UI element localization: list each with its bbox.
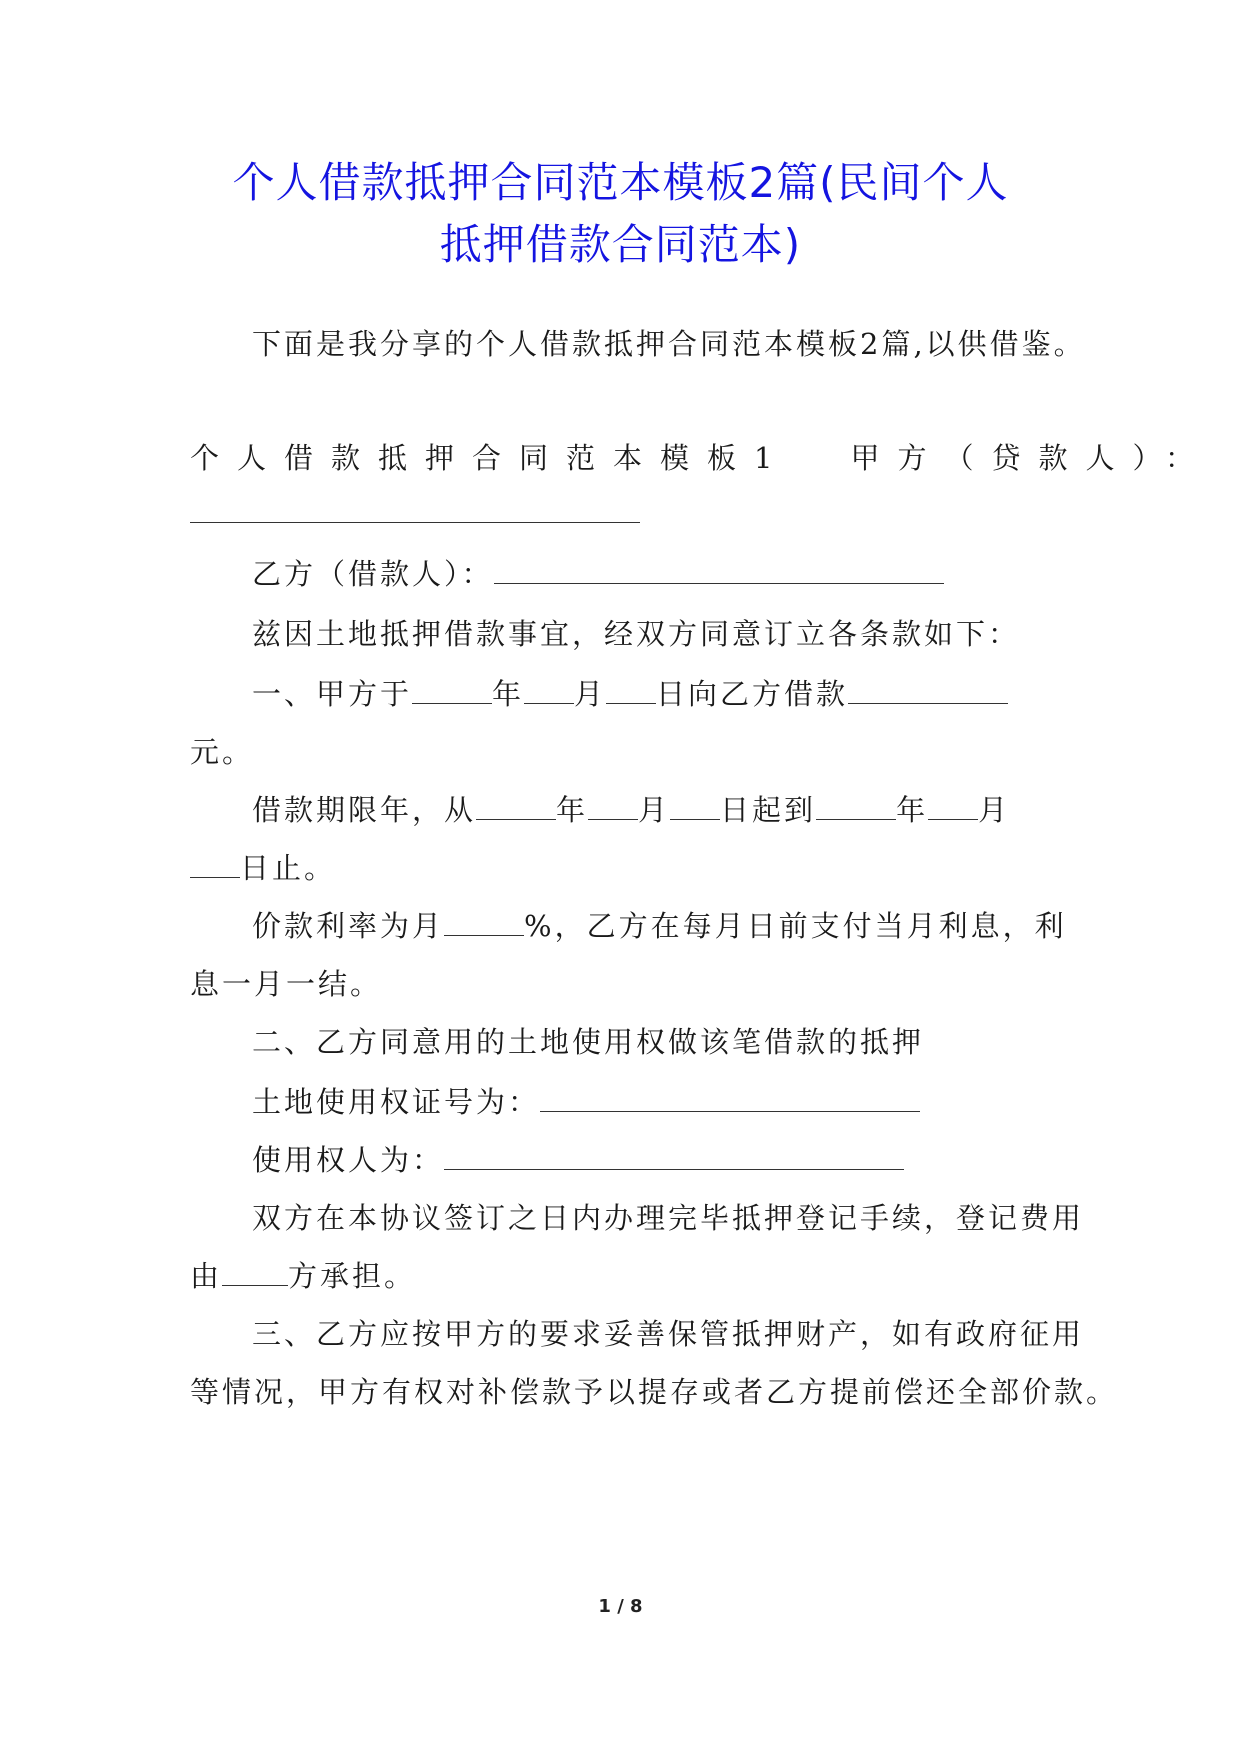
reg-text-2: 方承担。 <box>288 1259 417 1293</box>
month-label: 月 <box>978 793 1011 827</box>
section-heading: 个人借款抵押合同范本模板1 <box>190 441 791 475</box>
clause-3-continued: 等情况，甲方有权对补偿款予以提存或者乙方提前偿还全部价款。 <box>190 1375 1119 1409</box>
document-title-line-1: 个人借款抵押合同范本模板2篇(民间个人 <box>232 158 1009 207</box>
term-end-row <box>190 846 336 887</box>
rate-blank <box>444 909 524 936</box>
reg-text: 由 <box>190 1259 223 1293</box>
party-b-row <box>252 552 944 593</box>
party-a-label: 甲方（贷款人）： <box>850 441 1212 475</box>
blank <box>190 851 240 878</box>
holder-blank <box>444 1143 904 1170</box>
party-a-blank-row <box>190 496 640 530</box>
clause-1-text: 一、甲方于 <box>252 677 413 711</box>
registration-row-2 <box>190 1254 416 1295</box>
year-label: 年 <box>556 793 589 827</box>
blank <box>606 677 656 704</box>
rate-continued: 息一月一结。 <box>190 967 383 1001</box>
day-label: 日向乙方借款 <box>656 677 849 711</box>
clause-1-row <box>252 672 1008 713</box>
party-b-label: 乙方（借款人）： <box>252 557 494 591</box>
day-to-label: 日起到 <box>720 793 817 827</box>
document-title-line-2: 抵押借款合同范本) <box>439 220 802 269</box>
intro-paragraph: 下面是我分享的个人借款抵押合同范本模板2篇,以供借鉴。 <box>252 327 1086 361</box>
year-label: 年 <box>492 677 525 711</box>
blank <box>412 677 492 704</box>
holder-row <box>252 1138 904 1179</box>
registration-paragraph: 双方在本协议签订之日内办理完毕抵押登记手续，登记费用 <box>252 1201 1085 1235</box>
blank <box>670 793 720 820</box>
party-a-blank <box>190 496 640 523</box>
amount-blank <box>848 677 1008 704</box>
blank <box>588 793 638 820</box>
clause-1-yuan: 元。 <box>190 735 255 769</box>
blank <box>928 793 978 820</box>
clause-2-paragraph: 二、乙方同意用的土地使用权做该笔借款的抵押 <box>252 1025 925 1059</box>
rate-text: 价款利率为月 <box>252 909 445 943</box>
month-label: 月 <box>574 677 607 711</box>
term-end-text: 日止。 <box>240 851 337 885</box>
preamble-paragraph: 兹因土地抵押借款事宜，经双方同意订立各条款如下： <box>252 617 1021 651</box>
blank <box>524 677 574 704</box>
rate-text-2: %，乙方在每月日前支付当月利息，利 <box>524 909 1067 943</box>
clause-3-paragraph: 三、乙方应按甲方的要求妥善保管抵押财产，如有政府征用 <box>252 1317 1085 1351</box>
term-row <box>252 788 1010 829</box>
blank <box>816 793 896 820</box>
term-text: 借款期限年，从 <box>252 793 477 827</box>
page-indicator: 1 / 8 <box>598 1596 643 1617</box>
section-heading-row <box>190 436 1212 477</box>
cert-blank <box>540 1085 920 1112</box>
party-blank <box>222 1259 288 1286</box>
cert-row <box>252 1080 920 1121</box>
month-label: 月 <box>638 793 671 827</box>
cert-label: 土地使用权证号为： <box>252 1085 541 1119</box>
year-label: 年 <box>896 793 929 827</box>
holder-label: 使用权人为： <box>252 1143 445 1177</box>
blank <box>476 793 556 820</box>
party-b-blank <box>494 557 944 584</box>
rate-row <box>252 904 1067 945</box>
